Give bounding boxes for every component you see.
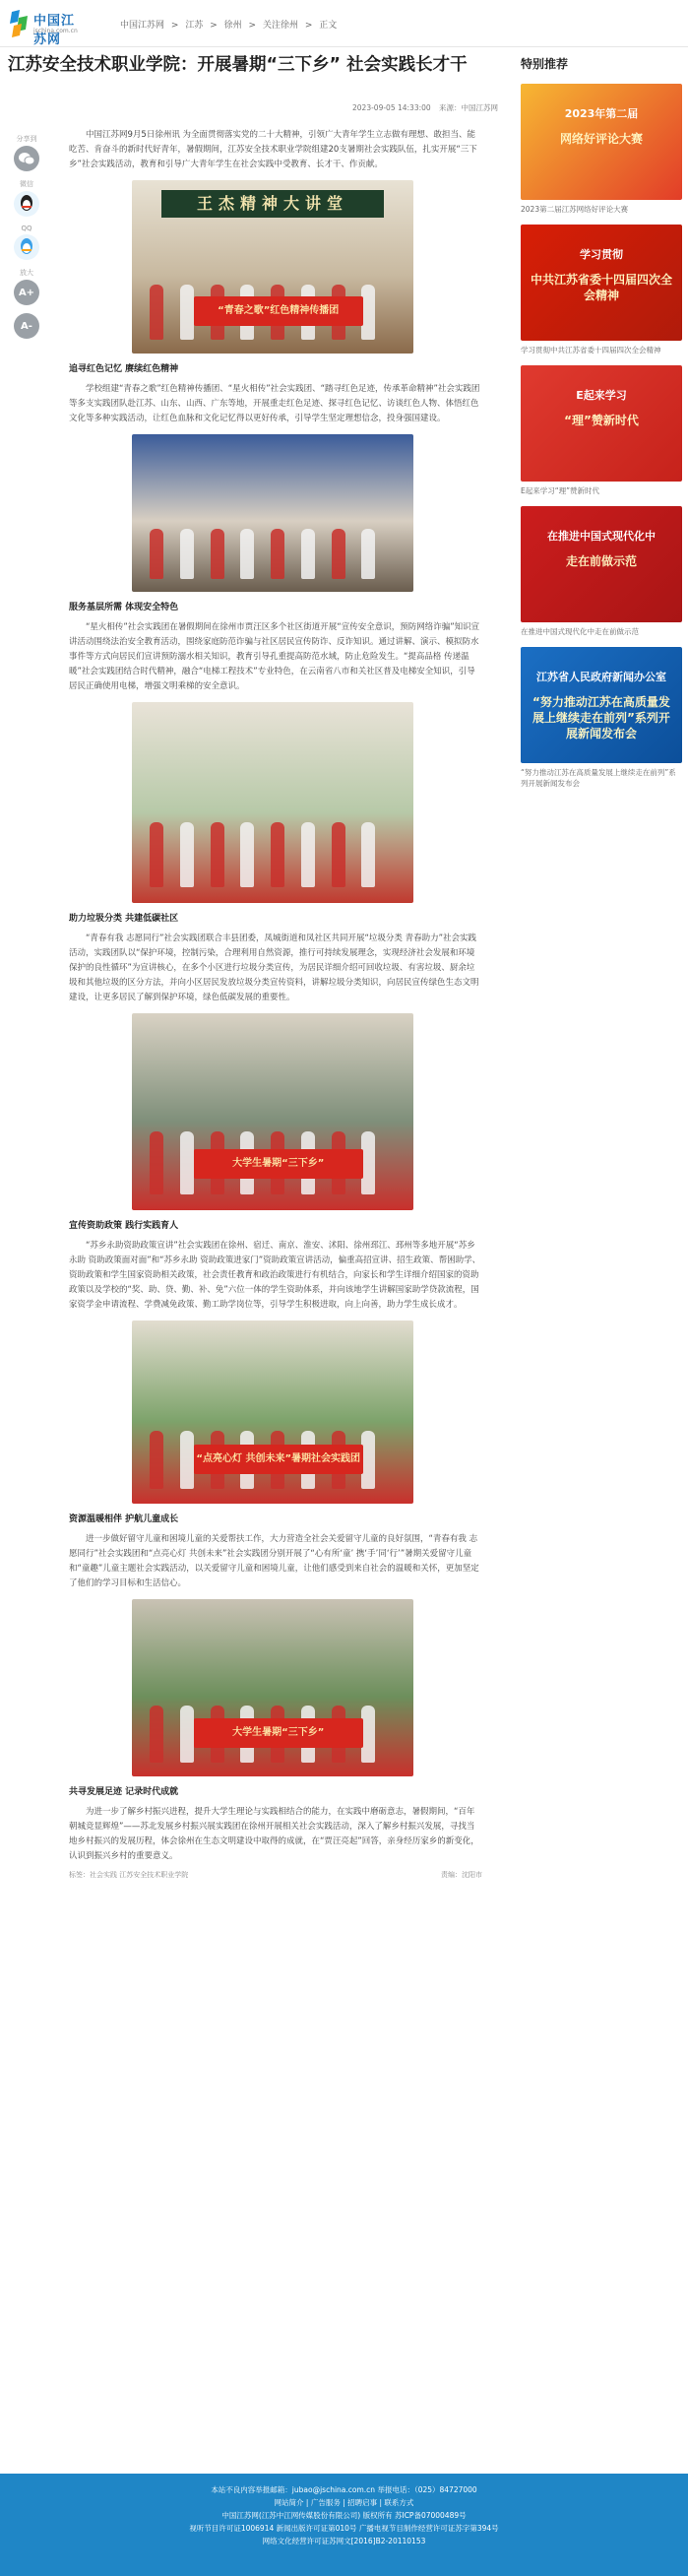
photo-red-banner: 大学生暑期“三下乡”	[194, 1149, 363, 1179]
photo-red-banner: “点亮心灯 共创未来”暑期社会实践团	[194, 1445, 363, 1474]
photo-person-figure	[301, 822, 315, 886]
article-date: 2023-09-05 14:33:00	[352, 103, 431, 112]
footer-culture-license: 网络文化经营许可证苏网文[2016]B2-20110153	[262, 2537, 426, 2545]
photo-red-banner: 大学生暑期“三下乡”	[194, 1718, 363, 1748]
photo-person-figure	[240, 822, 254, 886]
photo-person-figure	[150, 1131, 163, 1194]
qzone-icon	[18, 237, 35, 257]
sidebar-recommend-item[interactable]	[521, 506, 682, 637]
article-paragraph: “苏乡永助资助政策宣讲”社会实践团在徐州、宿迁、南京、淮安、沭阳、徐州邳江、邳州等多地开展“苏乡永助 资助政策面对面”和“苏乡永助 资助政策进家门”资助政策宣讲活动，偏重高招宣讲、招生政策、帮困助学、资助政策和学生国家资助相关政策，社会责任教育和政治政策进行有机结合，向家长和学生详细介绍国家的资助政策以及学校的“奖、助、贷、勤、补、免”六位一体的学生资助体系，并向该地学生讲解国家助学贷款流程，国家资学金申请流程、学费减免政策、勤工助学岗位等，引导学生积极进取，向上向善，助力学生成长成才。	[69, 1241, 481, 1310]
sidebar	[521, 49, 682, 799]
section-heading: 共寻发展足迹 记录时代成就	[69, 1787, 179, 1797]
photo-person-figure	[361, 822, 375, 886]
thumb-line-2: “努力推动江苏在高质量发展上继续走在前列”系列开展新闻发布会	[532, 695, 670, 741]
photo-person-figure	[180, 1131, 194, 1194]
article-meta	[346, 102, 498, 113]
font-size-label: 放大	[20, 269, 33, 277]
thumb-line-2: 中共江苏省委十四届四次全会精神	[530, 273, 672, 302]
logo-title: 中国江苏网	[33, 14, 76, 47]
sidebar-recommend-item[interactable]	[521, 647, 682, 789]
breadcrumb-focus-xuzhou[interactable]: 关注徐州	[262, 21, 298, 31]
thumb-line-2: 走在前做示范	[565, 554, 637, 568]
photo-person-figure	[361, 285, 375, 340]
sidebar-caption[interactable]: 学习贯彻中共江苏省委十四届四次全会精神	[521, 346, 661, 354]
section-heading: 资源温暖相伴 护航儿童成长	[69, 1514, 179, 1524]
photo-signboard: 王杰精神大讲堂	[161, 190, 384, 218]
thumb-line-2: 网络好评论大赛	[559, 132, 643, 146]
photo-person-figure	[150, 822, 163, 886]
font-increase-text: A+	[18, 287, 35, 298]
article-editor: 责编：沈阳市	[441, 1871, 482, 1879]
sidebar-caption[interactable]: “努力推动江苏在高质量发展上继续走在前列”系列开展新闻发布会	[521, 768, 676, 788]
thumb-line-1: 2023年第二届	[564, 107, 639, 120]
wechat-label: 微信	[20, 180, 33, 188]
thumb-line-2: “理”赞新时代	[564, 414, 639, 427]
sidebar-recommend-item[interactable]	[521, 225, 682, 355]
breadcrumb-jiangsu[interactable]: 江苏	[185, 21, 204, 31]
article-source: 来源：中国江苏网	[439, 103, 499, 112]
photo-summer-camp	[132, 1320, 413, 1504]
breadcrumb-current: 正文	[319, 21, 338, 31]
qq-penguin-icon	[18, 194, 35, 214]
breadcrumb-separator: >	[248, 21, 257, 31]
article-paragraph: 为进一步了解乡村振兴进程，提升大学生理论与实践相结合的能力，在实践中磨砺意志，暑假期间，“百年朝城竞显辉煌”——苏北发展乡村振兴展实践团在徐州开展相关社会实践活动，深入了解乡村振兴发展，寻找当地乡村振兴的发展历程，体会徐州在生态文明建设中取得的成就，在“贾汪亮起”回答，亲身经历家乡的新变化，认识到振兴乡村的重要意义。	[69, 1807, 479, 1861]
photo-person-figure	[150, 1431, 163, 1490]
photo-person-figure	[271, 822, 284, 886]
sidebar-title: 特别推荐	[521, 57, 569, 71]
article-title: 江苏安全技术职业学院：开展暑期“三下乡” 社会实践长才干	[8, 55, 468, 75]
photo-person-figure	[180, 822, 194, 886]
photo-person-figure	[180, 529, 194, 579]
photo-grid-community	[132, 702, 413, 903]
sidebar-thumbnail[interactable]	[521, 84, 682, 200]
article-tags: 标签：社会实践 江苏安全技术职业学院	[69, 1871, 189, 1879]
photo-person-figure	[150, 529, 163, 579]
photo-red-banner: “青春之歌”红色精神传播团	[194, 296, 363, 326]
thumb-line-1: 学习贯彻	[580, 248, 623, 261]
site-logo[interactable]	[8, 8, 78, 47]
article-paragraph: 进一步做好留守儿童和困境儿童的关爱帮扶工作，大力营造全社会关爱留守儿童的良好氛围，“青春有我 志愿同行”社会实践团和“点亮心灯 共创未来”社会实践团分别开展了“心有所‘童’ 携‘手’同‘行’”暑期关爱留守儿童和“童趣”儿童主题社会实践活动，以关爱留守儿童和困境儿童，让他们感受到来自社会的温暖和关怀，更加坚定了他们的学习目标和生活信心。	[69, 1534, 479, 1588]
section-heading: 服务基层所需 体现安全特色	[69, 603, 179, 612]
photo-person-figure	[211, 822, 224, 886]
thumb-line-1: E起来学习	[576, 389, 627, 402]
share-label: 分享到	[16, 135, 37, 143]
photo-person-figure	[332, 529, 345, 579]
font-decrease-button[interactable]	[14, 313, 39, 339]
photo-person-figure	[271, 529, 284, 579]
photo-person-figure	[361, 1706, 375, 1763]
photo-person-figure	[180, 285, 194, 340]
site-footer	[0, 2474, 688, 2576]
photo-person-figure	[150, 1706, 163, 1763]
section-heading: 助力垃圾分类 共建低碳社区	[69, 914, 179, 924]
footer-license: 视听节目许可证1006914 新闻出版许可证第010号 广播电视节目制作经营许可证苏字第394号	[189, 2524, 499, 2533]
qq-label: QQ	[21, 225, 32, 232]
photo-person-figure	[180, 1431, 194, 1490]
breadcrumb-xuzhou[interactable]: 徐州	[223, 21, 242, 31]
footer-report: 本站不良内容举报邮箱：jubao@jschina.com.cn 举报电话：（025）84727000	[211, 2485, 477, 2494]
qzone-share-button[interactable]	[14, 234, 39, 260]
article-footnote	[69, 1870, 482, 1880]
font-increase-button[interactable]	[14, 280, 39, 305]
photo-person-figure	[180, 1706, 194, 1763]
photo-person-figure	[361, 1431, 375, 1490]
footer-copyright: 中国江苏网(江苏中江网传媒股份有限公司) 版权所有 苏ICP备07000489号	[221, 2511, 467, 2520]
font-decrease-text: A-	[21, 320, 32, 332]
site-header	[0, 0, 688, 47]
sidebar-recommend-item[interactable]	[521, 84, 682, 215]
breadcrumb-separator: >	[210, 21, 218, 31]
wechat-icon	[19, 152, 34, 165]
article-paragraph: “青春有我 志愿同行”社会实践团联合丰县团委，凤城街道和凤社区共同开展“垃圾分类 青春助力”社会实践活动，实践团队以“保护环境，控制污染，合理利用自然资源，推行可持续发展理念，实现经济社会发展和环境保护的良性循环”为宣讲核心，在多个小区进行垃圾分类宣传，为居民详细介绍可回收垃圾、有害垃圾、厨余垃圾和其他垃圾的区分方法，并向小区居民发放垃圾分类宣传资料，讲解垃圾分类知识，向居民宣传绿色生态文明建设，让更多居民了解到保护环境，绿色低碳发展的重要性。	[69, 934, 479, 1002]
article-paragraph: 中国江苏网9月5日徐州讯 为全面贯彻落实党的二十大精神，引领广大青年学生立志做有理想、敢担当、能吃苦、肯奋斗的新时代好青年，暑假期间，江苏安全技术职业学院组建20支暑期社会实践队伍，扎实开展“三下乡”社会实践活动，教育和引导广大青年学生在社会实践中受教育、长才干、作贡献。	[69, 130, 477, 169]
jschina-logo-icon	[8, 8, 31, 37]
share-toolbar	[14, 131, 39, 347]
wechat-share-button[interactable]	[14, 146, 39, 171]
section-heading: 追寻红色记忆 赓续红色精神	[69, 364, 179, 374]
photo-person-figure	[150, 285, 163, 340]
article-paragraph: “星火相传”社会实践团在暑假期间在徐州市贾汪区多个社区街道开展“宣传安全意识，预防网络诈骗”知识宣讲活动围绕法治安全教育活动，围绕家庭防范诈骗与社区居民宣传防诈、反诈知识。通过讲解、演示、模拟防水事件等方式向居民们宣讲预防溺水相关知识，教育引导孔重提高防范水域，防止危险发生。“提高品格 传递温暖”社会实践团结合时代精神，融合“电梯工程技术”专业特色，在云南省八市和关社区普及电梯安全知识，引导居民正确使用电梯，增强文明乘梯的安全意识。	[69, 622, 480, 691]
photo-person-figure	[361, 1131, 375, 1194]
breadcrumb-separator: >	[304, 21, 313, 31]
sidebar-caption[interactable]: E起来学习“理”赞新时代	[521, 486, 600, 495]
photo-person-figure	[240, 529, 254, 579]
photo-person-figure	[211, 529, 224, 579]
article-body	[69, 128, 482, 1880]
sidebar-list	[521, 84, 682, 789]
sidebar-caption[interactable]: 2023第二届江苏网络好评论大赛	[521, 205, 629, 214]
thumb-line-1: 在推进中国式现代化中	[547, 530, 656, 543]
sidebar-thumbnail[interactable]	[521, 647, 682, 763]
photo-group-banner	[132, 1013, 413, 1210]
sidebar-thumbnail[interactable]	[521, 506, 682, 622]
article-paragraph: 学校组建“青春之歌”红色精神传播团、“星火相传”社会实践团、“踏寻红色足迹，传承革命精神”社会实践团等多支实践团队赴江苏、山东、山西、广东等地，开展重走红色足迹、探寻红色记忆、访谈红色人物、体悟红色文化等多种实践活动，让红色血脉和文化记忆得以更好传承，引导学生坚定理想信念，投身强国建设。	[69, 384, 480, 423]
breadcrumb-home[interactable]: 中国江苏网	[120, 21, 165, 31]
sidebar-caption[interactable]: 在推进中国式现代化中走在前做示范	[521, 627, 639, 636]
sidebar-thumbnail[interactable]	[521, 365, 682, 482]
section-heading: 宣传资助政策 践行实践育人	[69, 1221, 179, 1231]
sidebar-recommend-item[interactable]	[521, 365, 682, 496]
thumb-line-1: 江苏省人民政府新闻办公室	[536, 671, 666, 683]
photo-lecture-hall	[132, 180, 413, 354]
breadcrumb	[120, 18, 341, 31]
sidebar-thumbnail[interactable]	[521, 225, 682, 341]
photo-village-gate	[132, 1599, 413, 1776]
photo-person-figure	[332, 822, 345, 886]
photo-community-meeting	[132, 434, 413, 592]
logo-url: jschina.com.cn	[33, 28, 78, 34]
qq-share-button[interactable]	[14, 191, 39, 217]
footer-links[interactable]: 网站简介 | 广告服务 | 招聘启事 | 联系方式	[274, 2498, 414, 2507]
photo-person-figure	[361, 529, 375, 579]
breadcrumb-separator: >	[170, 21, 179, 31]
photo-person-figure	[301, 529, 315, 579]
